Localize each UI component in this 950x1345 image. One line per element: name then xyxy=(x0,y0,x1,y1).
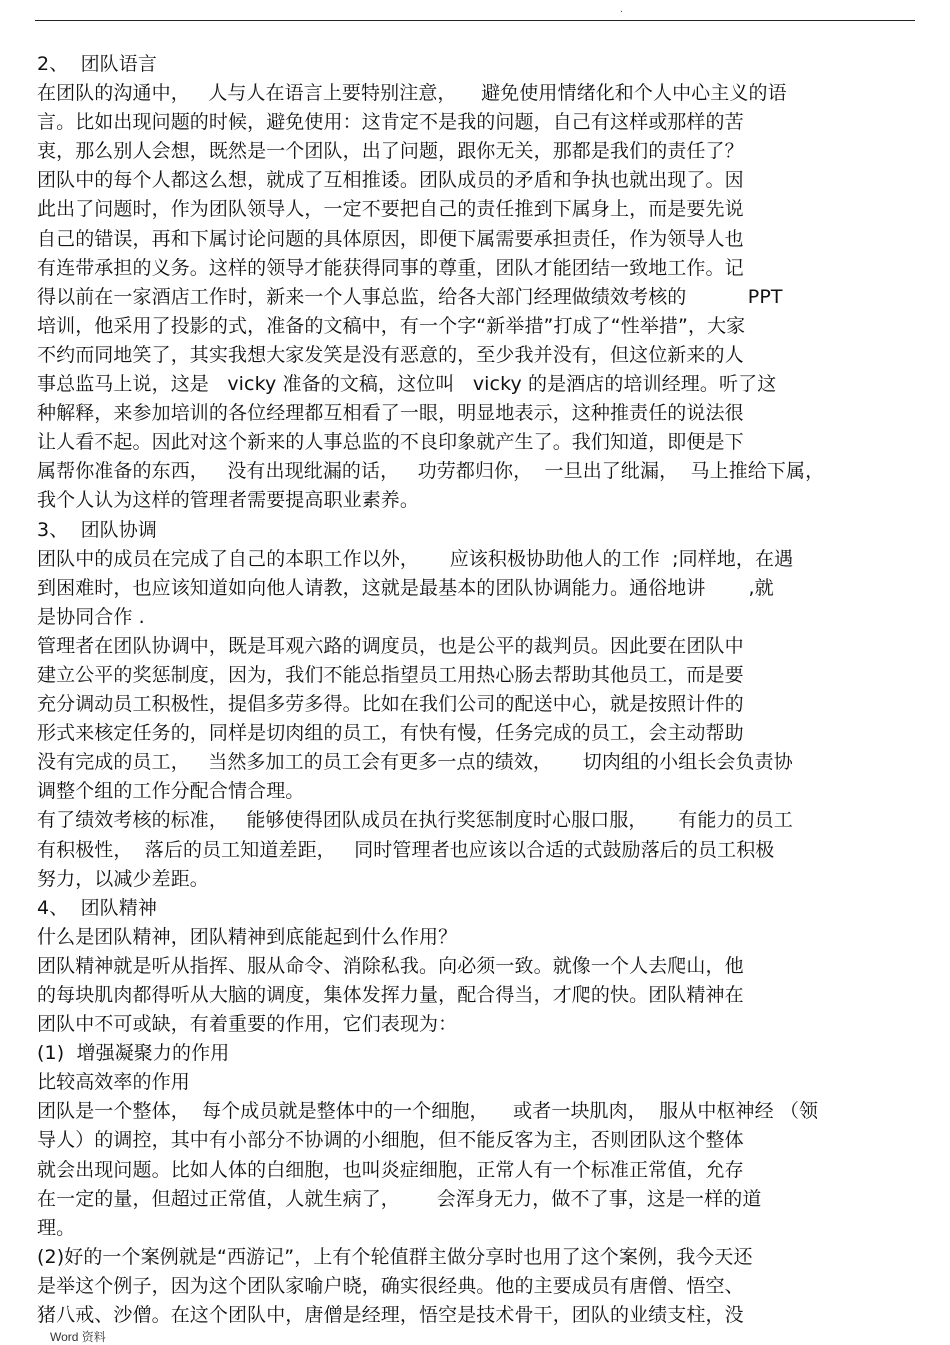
text-line: 团队中不可或缺，有着重要的作用，它们表现为： xyxy=(37,1013,458,1036)
text-line: 我个人认为这样的管理者需要提高职业素养。 xyxy=(37,489,420,512)
text-line: 种解释，来参加培训的各位经理都互相看了一眼，明显地表示，这种推责任的说法很 xyxy=(37,402,744,425)
text-line: 充分调动员工积极性，提倡多劳多得。比如在我们公司的配送中心，就是按照计件的 xyxy=(37,693,744,716)
text-line: 2、 团队语言 xyxy=(37,53,157,75)
text-line: 团队是一个整体， 每个成员就是整体中的一个细胞， 或者一块肌肉， 服从中枢神经 （领 xyxy=(37,1100,819,1123)
text-line: 有连带承担的义务。这样的领导才能获得同事的尊重，团队才能团结一致地工作。记 xyxy=(37,256,744,279)
text-line: 理。 xyxy=(37,1216,76,1239)
text-line: 猪八戒、沙僧。在这个团队中，唐僧是经理，悟空是技术骨干，团队的业绩支柱，没 xyxy=(37,1304,744,1327)
text-line: (2)好的一个案例就是“西游记”，上有个轮值群主做分享时也用了这个案例，我今天还 xyxy=(37,1245,753,1268)
text-line: 导人）的调控，其中有小部分不协调的小细胞，但不能反客为主，否则团队这个整体 xyxy=(37,1129,744,1152)
text-line: 衷，那么别人会想，既然是一个团队，出了问题，跟你无关，那都是我们的责任了？ xyxy=(37,140,744,163)
text-line: 在一定的量，但超过正常值，人就生病了， 会浑身无力，做不了事，这是一样的道 xyxy=(37,1187,762,1210)
text-line: 比较高效率的作用 xyxy=(37,1071,190,1094)
footer-label: Word 资料 xyxy=(50,1330,106,1344)
text-line: 努力，以减少差距。 xyxy=(37,867,209,890)
text-line: 建立公平的奖惩制度，因为，我们不能总指望员工用热心肠去帮助其他员工，而是要 xyxy=(37,663,744,686)
text-line: 属帮你准备的东西， 没有出现纰漏的话， 功劳都归你， 一旦出了纰漏， 马上推给下属， xyxy=(37,460,825,483)
text-line: 团队中的成员在完成了自己的本职工作以外， 应该积极协助他人的工作 ;同样地，在遇 xyxy=(37,547,794,570)
text-line: 调整个组的工作分配合情合理。 xyxy=(37,780,305,803)
text-line: 的每块肌肉都得听从大脑的调度，集体发挥力量，配合得当，才爬的快。团队精神在 xyxy=(37,984,744,1006)
text-line: 没有完成的员工， 当然多加工的员工会有更多一点的绩效， 切肉组的小组长会负责协 xyxy=(37,751,793,774)
text-line: 事总监马上说，这是 vicky 准备的文稿，这位叫 vicky 的是酒店的培训经理。听了这 xyxy=(37,373,777,396)
text-line: 形式来核定任务的，同样是切肉组的员工，有快有慢，任务完成的员工，会主动帮助 xyxy=(37,722,744,745)
text-line: 是举这个例子，因为这个团队家喻户晓，确实很经典。他的主要成员有唐僧、悟空、 xyxy=(37,1274,744,1297)
text-line: 有积极性， 落后的员工知道差距， 同时管理者也应该以合适的式鼓励落后的员工积极 xyxy=(37,838,775,861)
text-line: 得以前在一家酒店工作时，新来一个人事总监，给各大部门经理做绩效考核的 PPT xyxy=(37,285,783,308)
text-line: 什么是团队精神，团队精神到底能起到什么作用？ xyxy=(37,925,458,948)
text-line: 是协同合作 . xyxy=(37,605,145,628)
text-line: 到困难时，也应该知道如向他人请教，这就是最基本的团队协调能力。通俗地讲 ,就 xyxy=(37,576,774,599)
text-line: 让人看不起。因此对这个新来的人事总监的不良印象就产生了。我们知道，即便是下 xyxy=(37,431,744,454)
text-line: 管理者在团队协调中，既是耳观六路的调度员，也是公平的裁判员。因此要在团队中 xyxy=(37,634,744,657)
header-mark: . xyxy=(620,4,623,15)
text-line: 就会出现问题。比如人体的白细胞，也叫炎症细胞，正常人有一个标准正常值，允存 xyxy=(37,1158,744,1181)
text-line: 有了绩效考核的标准， 能够使得团队成员在执行奖惩制度时心服口服， 有能力的员工 xyxy=(37,809,793,832)
text-line: 自己的错误，再和下属讨论问题的具体原因，即便下属需要承担责任，作为领导人也 xyxy=(37,227,744,250)
text-line: 3、 团队协调 xyxy=(37,518,157,541)
text-line: 团队中的每个人都这么想，就成了互相推诿。团队成员的矛盾和争执也就出现了。因 xyxy=(37,169,744,192)
text-line: 在团队的沟通中， 人与人在语言上要特别注意， 避免使用情绪化和个人中心主义的语 xyxy=(37,82,787,105)
text-line: 此出了问题时，作为团队领导人，一定不要把自己的责任推到下属身上，而是要先说 xyxy=(37,198,744,221)
text-line: 不约而同地笑了，其实我想大家发笑是没有恶意的，至少我并没有，但这位新来的人 xyxy=(37,343,744,366)
text-line: 培训，他采用了投影的式，准备的文稿中，有一个字“新举措”打成了“性举措”，大家 xyxy=(37,314,746,337)
text-line: 4、 团队精神 xyxy=(37,896,157,919)
document-body xyxy=(37,50,917,1330)
text-line: 言。比如出现问题的时候，避免使用：这肯定不是我的问题，自己有这样或那样的苦 xyxy=(37,111,744,134)
header-divider xyxy=(35,20,915,21)
text-line: 团队精神就是听从指挥、服从命令、消除私我。向必须一致。就像一个人去爬山，他 xyxy=(37,954,744,977)
text-line: (1) 增强凝聚力的作用 xyxy=(37,1042,230,1065)
